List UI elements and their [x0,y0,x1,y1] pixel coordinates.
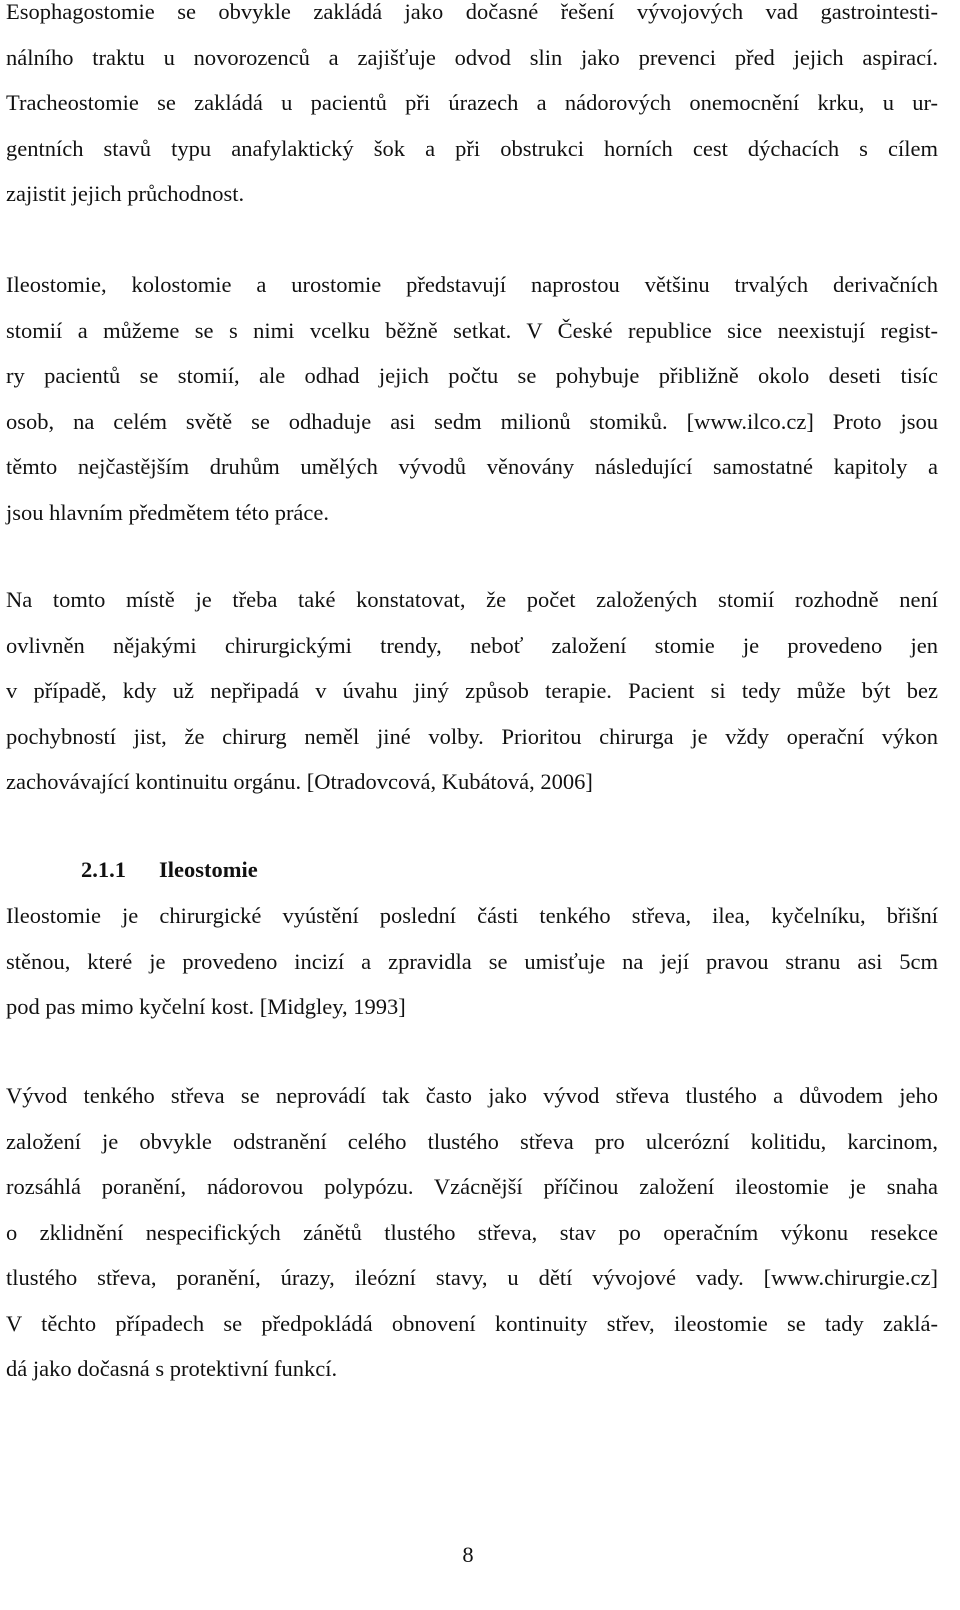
text-line: Vývod tenkého střeva se neprovádí tak často jako vývod střeva tlustého a důvodem jeho [6,1083,938,1108]
text-line: stěnou, které je provedeno incizí a zpravidla se umisťuje na její pravou stranu asi 5cm [6,948,938,974]
text-line: Na tomto místě je třeba také konstatovat, že počet založených stomií rozhodně není [6,587,938,612]
paragraph-chirurgicke-trendy [6,577,938,805]
paragraph-stomie-statistics [6,262,938,535]
text-line: těmto nejčastějším druhům umělých vývodů věnovány následující samostatné kapitoly a [6,454,938,479]
page-number: 8 [462,1542,474,1567]
text-line: ovlivněn nějakými chirurgickými trendy, neboť založení stomie je provedeno jen [6,632,938,658]
text-line: zajistit jejich průchodnost. [6,181,245,206]
text-line: v případě, kdy už nepřipadá v úvahu jiný způsob terapie. Pacient si tedy může být bez [6,678,938,703]
text-line: V těchto případech se předpokládá obnovení kontinuity střev, ileostomie se tady zaklá- [6,1310,938,1336]
text-line: dá jako dočasná s protektivní funkcí. [6,1356,338,1381]
text-line: Ileostomie je chirurgické vyústění poslední části tenkého střeva, ilea, kyčelníku, břišní [6,903,938,928]
text-line: nálního traktu u novorozenců a zajišťuje odvod slin jako prevenci před jejich aspirací. [6,44,938,70]
section-number: 2.1.1 [81,857,126,882]
text-line: gentních stavů typu anafylaktický šok a při obstrukci horních cest dýchacích s cílem [6,135,938,161]
text-line: osob, na celém světě se odhaduje asi sedm milionů stomiků. [www.ilco.cz] Proto jsou [6,408,938,434]
text-line: Esophagostomie se obvykle zakládá jako dočasné řešení vývojových vad gastrointesti- [6,0,938,24]
text-line: pochybností jist, že chirurg neměl jiné volby. Prioritou chirurga je vždy operační výkon [6,723,938,749]
text-line: jsou hlavním předmětem této práce. [6,499,330,525]
text-line: založení je obvykle odstranění celého tlustého střeva pro ulcerózní kolitidu, karcinom, [6,1128,938,1154]
text-line: rozsáhlá poranění, nádorovou polypózu. Vzácnější příčinou založení ileostomie je snaha [6,1174,938,1199]
section-title: Ileostomie [159,857,258,882]
text-line: o zklidnění nespecifických zánětů tlustého střeva, stav po operačním výkonu resekce [6,1219,938,1245]
paragraph-vyvod-tenkeho-streva [6,1073,938,1392]
text-line: ry pacientů se stomií, ale odhad jejich počtu se pohybuje přibližně okolo deseti tisíc [6,363,938,388]
text-line: stomií a můžeme se s nimi vcelku běžně setkat. V České republice sice neexistují regist- [6,317,938,343]
paragraph-esophagostomie [6,0,938,217]
paragraph-ileostomie-definition [6,893,938,1030]
section-heading [6,847,938,893]
text-line: zachovávající kontinuitu orgánu. [Otradovcová, Kubátová, 2006] [6,769,593,794]
text-line: tlustého střeva, poranění, úrazy, ileózní stavy, u dětí vývojové vady. [www.chirurgie.cz] [6,1265,938,1290]
text-line: Ileostomie, kolostomie a urostomie představují naprostou většinu trvalých derivačních [6,272,938,297]
text-line: Tracheostomie se zakládá u pacientů při úrazech a nádorových onemocnění krku, u ur- [6,90,938,115]
text-line: pod pas mimo kyčelní kost. [Midgley, 1993] [6,994,406,1019]
